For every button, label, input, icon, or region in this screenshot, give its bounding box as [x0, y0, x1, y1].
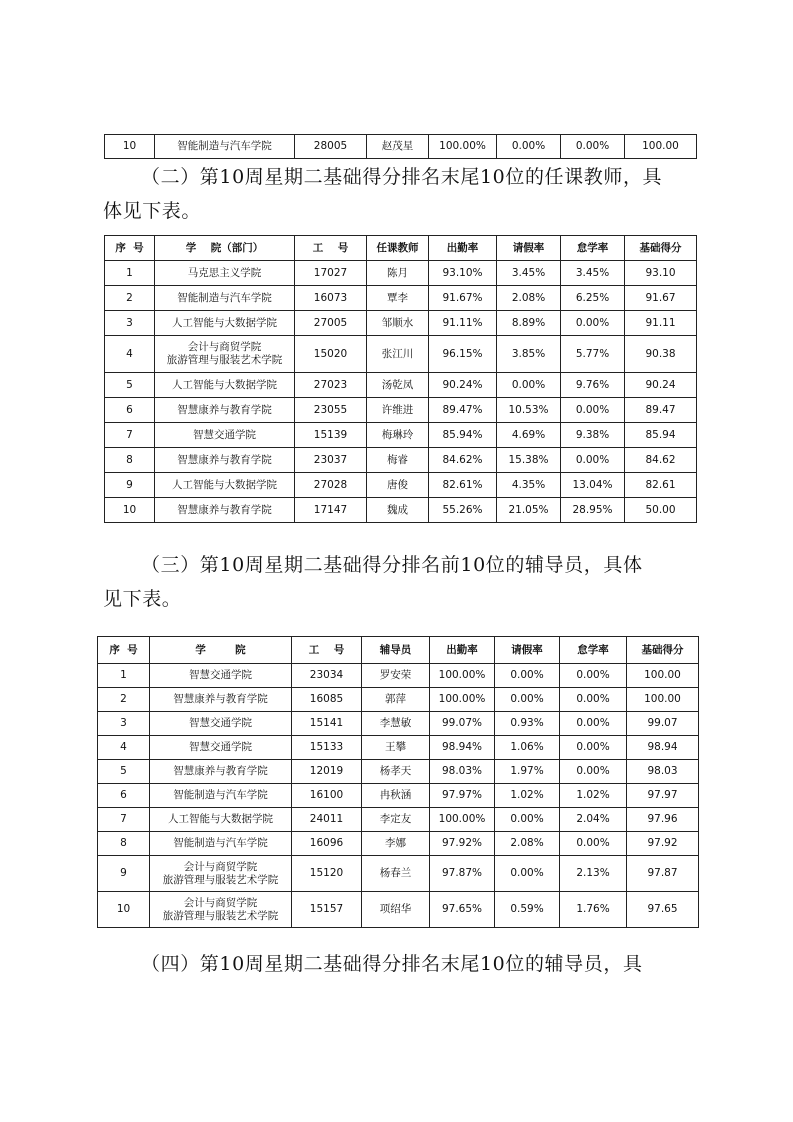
cell-id: 27028	[295, 473, 367, 498]
cell-score: 90.38	[625, 336, 697, 373]
cell-score: 97.65	[627, 892, 699, 928]
table-row	[105, 498, 697, 523]
cell-name: 许维进	[367, 398, 429, 423]
column-header: 出勤率	[430, 637, 495, 664]
table-row	[105, 473, 697, 498]
cell-rank: 3	[98, 712, 150, 736]
table-row	[98, 712, 699, 736]
teacher-bottom-table	[104, 235, 697, 523]
cell-name: 魏成	[367, 498, 429, 523]
cell-college: 智慧康养与教育学院	[150, 760, 292, 784]
cell-score: 93.10	[625, 261, 697, 286]
cell-college: 智慧康养与教育学院	[155, 448, 295, 473]
cell-college: 会计与商贸学院 旅游管理与服装艺术学院	[155, 336, 295, 373]
cell-name: 邹顺水	[367, 311, 429, 336]
table-row	[105, 423, 697, 448]
cell-score: 82.61	[625, 473, 697, 498]
cell-rank: 4	[105, 336, 155, 373]
column-header: 工 号	[295, 236, 367, 261]
cell-score: 91.11	[625, 311, 697, 336]
cell-id: 15020	[295, 336, 367, 373]
section2-paragraph	[103, 160, 703, 228]
column-header: 出勤率	[429, 236, 497, 261]
cell-leave: 15.38%	[497, 448, 561, 473]
cell-attendance: 82.61%	[429, 473, 497, 498]
cell-score: 97.97	[627, 784, 699, 808]
section3-paragraph	[103, 548, 703, 616]
table-row	[98, 760, 699, 784]
cell-rank: 1	[98, 664, 150, 688]
cell-id: 16096	[292, 832, 362, 856]
cell-college: 会计与商贸学院 旅游管理与服装艺术学院	[150, 892, 292, 928]
cell-college: 智慧康养与教育学院	[150, 688, 292, 712]
cell-rank: 8	[98, 832, 150, 856]
cell-score: 84.62	[625, 448, 697, 473]
cell-name: 汤乾凤	[367, 373, 429, 398]
cell-leave: 0.00%	[497, 373, 561, 398]
cell-leave: 8.89%	[497, 311, 561, 336]
cell-leave: 2.08%	[497, 286, 561, 311]
cell-id: 15141	[292, 712, 362, 736]
cell-name: 梅睿	[367, 448, 429, 473]
section3-line2: 见下表。	[103, 588, 182, 610]
cell-attendance: 100.00%	[430, 664, 495, 688]
cell-rank: 9	[105, 473, 155, 498]
cell-score: 97.87	[627, 856, 699, 892]
cell-rank: 10	[105, 135, 155, 159]
cell-rank: 6	[98, 784, 150, 808]
cell-score: 91.67	[625, 286, 697, 311]
cell-attendance: 91.11%	[429, 311, 497, 336]
cell-attendance: 96.15%	[429, 336, 497, 373]
cell-id: 15157	[292, 892, 362, 928]
column-header: 请假率	[497, 236, 561, 261]
cell-truancy: 6.25%	[561, 286, 625, 311]
cell-id: 12019	[292, 760, 362, 784]
table-row	[105, 286, 697, 311]
column-header: 任课教师	[367, 236, 429, 261]
section4-paragraph	[103, 947, 703, 981]
table-row	[98, 688, 699, 712]
cell-name: 梅琳玲	[367, 423, 429, 448]
section4-line1: （四）第10周星期二基础得分排名末尾10位的辅导员，具	[141, 953, 643, 975]
cell-rank: 4	[98, 736, 150, 760]
cell-truancy: 0.00%	[560, 664, 627, 688]
table-row	[98, 664, 699, 688]
table-row	[98, 736, 699, 760]
cell-leave: 0.00%	[495, 664, 560, 688]
table-row	[98, 808, 699, 832]
section3-line1: （三）第10周星期二基础得分排名前10位的辅导员，具体	[141, 554, 643, 576]
cell-score: 99.07	[627, 712, 699, 736]
cell-name: 杨春兰	[362, 856, 430, 892]
table-row	[105, 336, 697, 373]
cell-score: 100.00	[627, 688, 699, 712]
cell-name: 李娜	[362, 832, 430, 856]
cell-truancy: 0.00%	[561, 135, 625, 159]
cell-attendance: 100.00%	[430, 688, 495, 712]
column-header: 工 号	[292, 637, 362, 664]
cell-leave: 1.97%	[495, 760, 560, 784]
cell-attendance: 97.97%	[430, 784, 495, 808]
cell-truancy: 0.00%	[560, 736, 627, 760]
cell-rank: 6	[105, 398, 155, 423]
cell-truancy: 1.02%	[560, 784, 627, 808]
cell-score: 89.47	[625, 398, 697, 423]
cell-id: 16073	[295, 286, 367, 311]
column-header: 学 院（部门）	[155, 236, 295, 261]
cell-id: 16100	[292, 784, 362, 808]
cell-rank: 1	[105, 261, 155, 286]
column-header: 基础得分	[625, 236, 697, 261]
cell-truancy: 0.00%	[560, 832, 627, 856]
cell-attendance: 100.00%	[429, 135, 497, 159]
cell-rank: 5	[98, 760, 150, 784]
cell-college: 人工智能与大数据学院	[155, 473, 295, 498]
cell-rank: 7	[98, 808, 150, 832]
cell-attendance: 93.10%	[429, 261, 497, 286]
cell-id: 28005	[295, 135, 367, 159]
cell-score: 97.96	[627, 808, 699, 832]
cell-score: 100.00	[627, 664, 699, 688]
cell-leave: 0.00%	[495, 856, 560, 892]
cell-college: 智慧交通学院	[150, 736, 292, 760]
column-header: 学 院	[150, 637, 292, 664]
cell-college: 智慧交通学院	[150, 664, 292, 688]
cell-id: 15120	[292, 856, 362, 892]
column-header: 基础得分	[627, 637, 699, 664]
cell-truancy: 3.45%	[561, 261, 625, 286]
cell-college: 会计与商贸学院 旅游管理与服装艺术学院	[150, 856, 292, 892]
cell-college: 人工智能与大数据学院	[150, 808, 292, 832]
table-row	[105, 311, 697, 336]
column-header: 怠学率	[561, 236, 625, 261]
counselor-top-table	[97, 636, 699, 928]
cell-truancy: 1.76%	[560, 892, 627, 928]
cell-leave: 4.35%	[497, 473, 561, 498]
column-header: 请假率	[495, 637, 560, 664]
cell-truancy: 0.00%	[561, 448, 625, 473]
cell-score: 98.94	[627, 736, 699, 760]
cell-college: 智能制造与汽车学院	[150, 784, 292, 808]
cell-truancy: 28.95%	[561, 498, 625, 523]
cell-id: 15133	[292, 736, 362, 760]
cell-attendance: 85.94%	[429, 423, 497, 448]
cell-college: 智慧交通学院	[155, 423, 295, 448]
column-header: 序 号	[98, 637, 150, 664]
cell-score: 97.92	[627, 832, 699, 856]
cell-name: 王攀	[362, 736, 430, 760]
cell-attendance: 98.03%	[430, 760, 495, 784]
cell-leave: 2.08%	[495, 832, 560, 856]
cell-name: 覃李	[367, 286, 429, 311]
cell-rank: 8	[105, 448, 155, 473]
cell-id: 27005	[295, 311, 367, 336]
cell-college: 智慧康养与教育学院	[155, 398, 295, 423]
cell-leave: 0.00%	[495, 808, 560, 832]
cell-attendance: 90.24%	[429, 373, 497, 398]
cell-leave: 4.69%	[497, 423, 561, 448]
cell-attendance: 98.94%	[430, 736, 495, 760]
cell-leave: 3.45%	[497, 261, 561, 286]
table-row	[98, 892, 699, 928]
cell-college: 人工智能与大数据学院	[155, 373, 295, 398]
cell-leave: 21.05%	[497, 498, 561, 523]
cell-college: 马克思主义学院	[155, 261, 295, 286]
cell-college: 人工智能与大数据学院	[155, 311, 295, 336]
cell-id: 17147	[295, 498, 367, 523]
cell-rank: 9	[98, 856, 150, 892]
cell-score: 90.24	[625, 373, 697, 398]
cell-rank: 10	[98, 892, 150, 928]
cell-college: 智慧交通学院	[150, 712, 292, 736]
cell-name: 赵茂星	[367, 135, 429, 159]
cell-truancy: 5.77%	[561, 336, 625, 373]
cell-leave: 0.59%	[495, 892, 560, 928]
table-header-row	[98, 637, 699, 664]
cell-truancy: 2.04%	[560, 808, 627, 832]
cell-rank: 2	[98, 688, 150, 712]
column-header: 辅导员	[362, 637, 430, 664]
table-row	[98, 856, 699, 892]
cell-leave: 10.53%	[497, 398, 561, 423]
table-row	[98, 832, 699, 856]
table-row	[105, 448, 697, 473]
section2-line2: 体见下表。	[103, 200, 202, 222]
cell-college: 智能制造与汽车学院	[150, 832, 292, 856]
cell-name: 郭萍	[362, 688, 430, 712]
cell-college: 智慧康养与教育学院	[155, 498, 295, 523]
cell-truancy: 9.76%	[561, 373, 625, 398]
cell-id: 23037	[295, 448, 367, 473]
cell-id: 15139	[295, 423, 367, 448]
cell-attendance: 91.67%	[429, 286, 497, 311]
cell-leave: 3.85%	[497, 336, 561, 373]
cell-id: 16085	[292, 688, 362, 712]
section2-line1: （二）第10周星期二基础得分排名末尾10位的任课教师，具	[141, 166, 663, 188]
cell-rank: 5	[105, 373, 155, 398]
cell-name: 唐俊	[367, 473, 429, 498]
cell-rank: 7	[105, 423, 155, 448]
table-row	[105, 261, 697, 286]
cell-id: 17027	[295, 261, 367, 286]
cell-id: 23034	[292, 664, 362, 688]
cell-attendance: 89.47%	[429, 398, 497, 423]
cell-truancy: 0.00%	[561, 311, 625, 336]
cell-attendance: 97.92%	[430, 832, 495, 856]
cell-leave: 0.00%	[497, 135, 561, 159]
cell-attendance: 84.62%	[429, 448, 497, 473]
cell-truancy: 13.04%	[561, 473, 625, 498]
cell-leave: 1.06%	[495, 736, 560, 760]
cell-truancy: 0.00%	[560, 760, 627, 784]
cell-attendance: 97.65%	[430, 892, 495, 928]
cell-rank: 2	[105, 286, 155, 311]
cell-truancy: 2.13%	[560, 856, 627, 892]
cell-leave: 0.93%	[495, 712, 560, 736]
cell-name: 杨孝天	[362, 760, 430, 784]
column-header: 怠学率	[560, 637, 627, 664]
cell-attendance: 55.26%	[429, 498, 497, 523]
table-row	[105, 398, 697, 423]
table-row	[105, 373, 697, 398]
cell-score: 98.03	[627, 760, 699, 784]
cell-rank: 3	[105, 311, 155, 336]
cell-truancy: 9.38%	[561, 423, 625, 448]
cell-attendance: 97.87%	[430, 856, 495, 892]
cell-attendance: 99.07%	[430, 712, 495, 736]
cell-id: 23055	[295, 398, 367, 423]
cell-name: 罗安荣	[362, 664, 430, 688]
cell-score: 85.94	[625, 423, 697, 448]
cell-leave: 1.02%	[495, 784, 560, 808]
cell-name: 李定友	[362, 808, 430, 832]
cell-college: 智能制造与汽车学院	[155, 286, 295, 311]
cell-truancy: 0.00%	[560, 688, 627, 712]
cell-score: 100.00	[625, 135, 697, 159]
table-row	[105, 135, 697, 159]
cell-truancy: 0.00%	[561, 398, 625, 423]
cell-rank: 10	[105, 498, 155, 523]
cell-attendance: 100.00%	[430, 808, 495, 832]
table-header-row	[105, 236, 697, 261]
cell-name: 李慧敏	[362, 712, 430, 736]
cell-leave: 0.00%	[495, 688, 560, 712]
table-row	[98, 784, 699, 808]
cell-name: 张江川	[367, 336, 429, 373]
cell-name: 项绍华	[362, 892, 430, 928]
column-header: 序 号	[105, 236, 155, 261]
cell-id: 27023	[295, 373, 367, 398]
cell-name: 冉秋涵	[362, 784, 430, 808]
cell-score: 50.00	[625, 498, 697, 523]
cell-name: 陈月	[367, 261, 429, 286]
cell-truancy: 0.00%	[560, 712, 627, 736]
cell-college: 智能制造与汽车学院	[155, 135, 295, 159]
cell-id: 24011	[292, 808, 362, 832]
top-table	[104, 134, 697, 159]
